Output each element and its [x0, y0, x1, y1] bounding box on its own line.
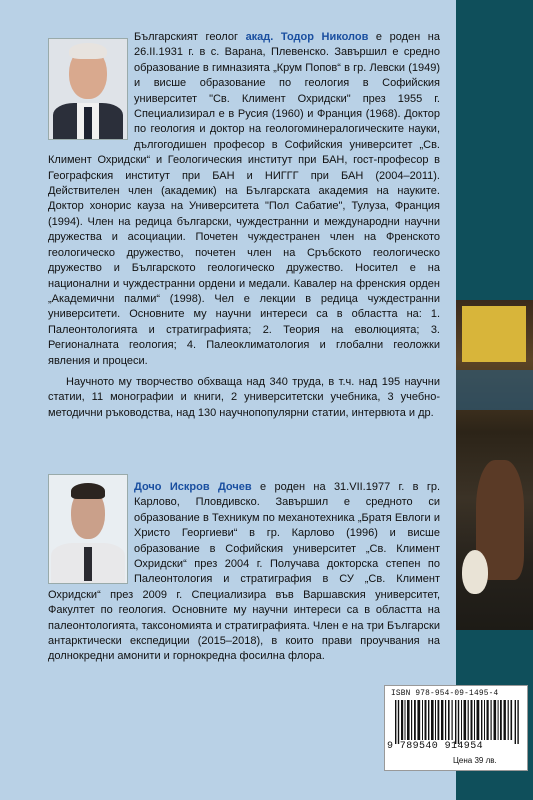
author2-bio-paragraph	[48, 480, 440, 665]
isbn-label: ISBN 978-954-09-1495-4	[391, 690, 499, 698]
author2-bio	[48, 480, 440, 665]
author1-lead: Българският геолог	[134, 31, 246, 43]
barcode-panel	[384, 685, 528, 771]
author1-text-1: е роден на 26.II.1931 г. в с. Варана, Плевенско. Завършил е средно образование в гимназията „Крум Попов“ в гр. Левски (1949) и висше образование по геология в Софийския университет "Св. Климент Охридски" през 1955 г. Специализирал е в Русия (1960) и Франция (1968). Доктор по геология и доктор на геологоминералогическите науки, дългогодишен професор в Софийския университет „Св. Климент Охридски“ и Геологическия институт при БАН, гост-професор в Географския институт при БАН и НИГГГ при БАН (2004–2011). Действителен член (академик) на Българската академия на науките. Доктор хонорис кауза на Университета "Пол Сабатие", Тулуза, Франция (1994). Член на редица български, чуждестранни и международни научни дружества и асоциации. Почетен чуждестранен член на Френското геологическо дружество, почетен член на Сръбското геологическо дружество и Българското геологическо дружество. Носител е на национални и чуждестранни ордени и медали. Кавалер на френския орден „Академични палми“ (1998). Чел е лекции в редица чуждестранни университети. Основните му научни интереси са в областта на: 1. Палеонтологията и стратиграфията; 2. Теория на еволюцията; 3. Регионалната геология; 4. Палеоклиматология и глобални геоложки явления и процеси.	[48, 31, 440, 367]
author2-text: е роден на 31.VII.1977 г. в гр. Карлово, Пловдивско. Завършил е средното си образование в Техникум по механотехника „Братя Евлоги и Христо Георгиеви“ в гр. Карлово (1996) и висше образование в Софийския университет „Св. Климент Охридски“ през 2004 г. Получава докторска степен по Палеонтология и стратиграфия в СУ „Св. Климент Охридски“ през 2009 г. Специализира във Варшавския университет, Факултет по геология. Основните му научни интереси са в областта на палеонтологията, таксономията и стратиграфията. Член е на три Български антарктически експедиции (2015–2018), в които прави проучвания на долнокредни амонити и горнокредна фосилна флора.	[48, 481, 441, 663]
author1-bio-paragraph-2: Научното му творчество обхваща над 340 труда, в т.ч. над 195 научни статии, 11 монографии и книги, 2 университетски учебника, 3 учебно-методични ръководства, над 130 научнопопулярни статии, интервюта и др.	[48, 375, 440, 419]
painting-white-goose	[462, 550, 488, 594]
barcode-bars	[395, 700, 519, 744]
author1-bio-paragraph-1	[48, 30, 440, 369]
price-label: Цена 39 лв.	[453, 756, 497, 765]
author1-name: акад. Тодор Николов	[245, 31, 369, 43]
author1-bio	[48, 30, 440, 421]
painting-inscription-panel	[462, 306, 526, 362]
painting-blue-area	[456, 370, 533, 410]
photo-float-spacer-2	[48, 480, 134, 584]
barcode-digits: 9 789540 914954	[387, 741, 484, 752]
cover-painting-fragment	[456, 300, 533, 630]
author2-name: Дочо Искров Дочев	[134, 481, 252, 493]
photo-float-spacer	[48, 30, 134, 140]
